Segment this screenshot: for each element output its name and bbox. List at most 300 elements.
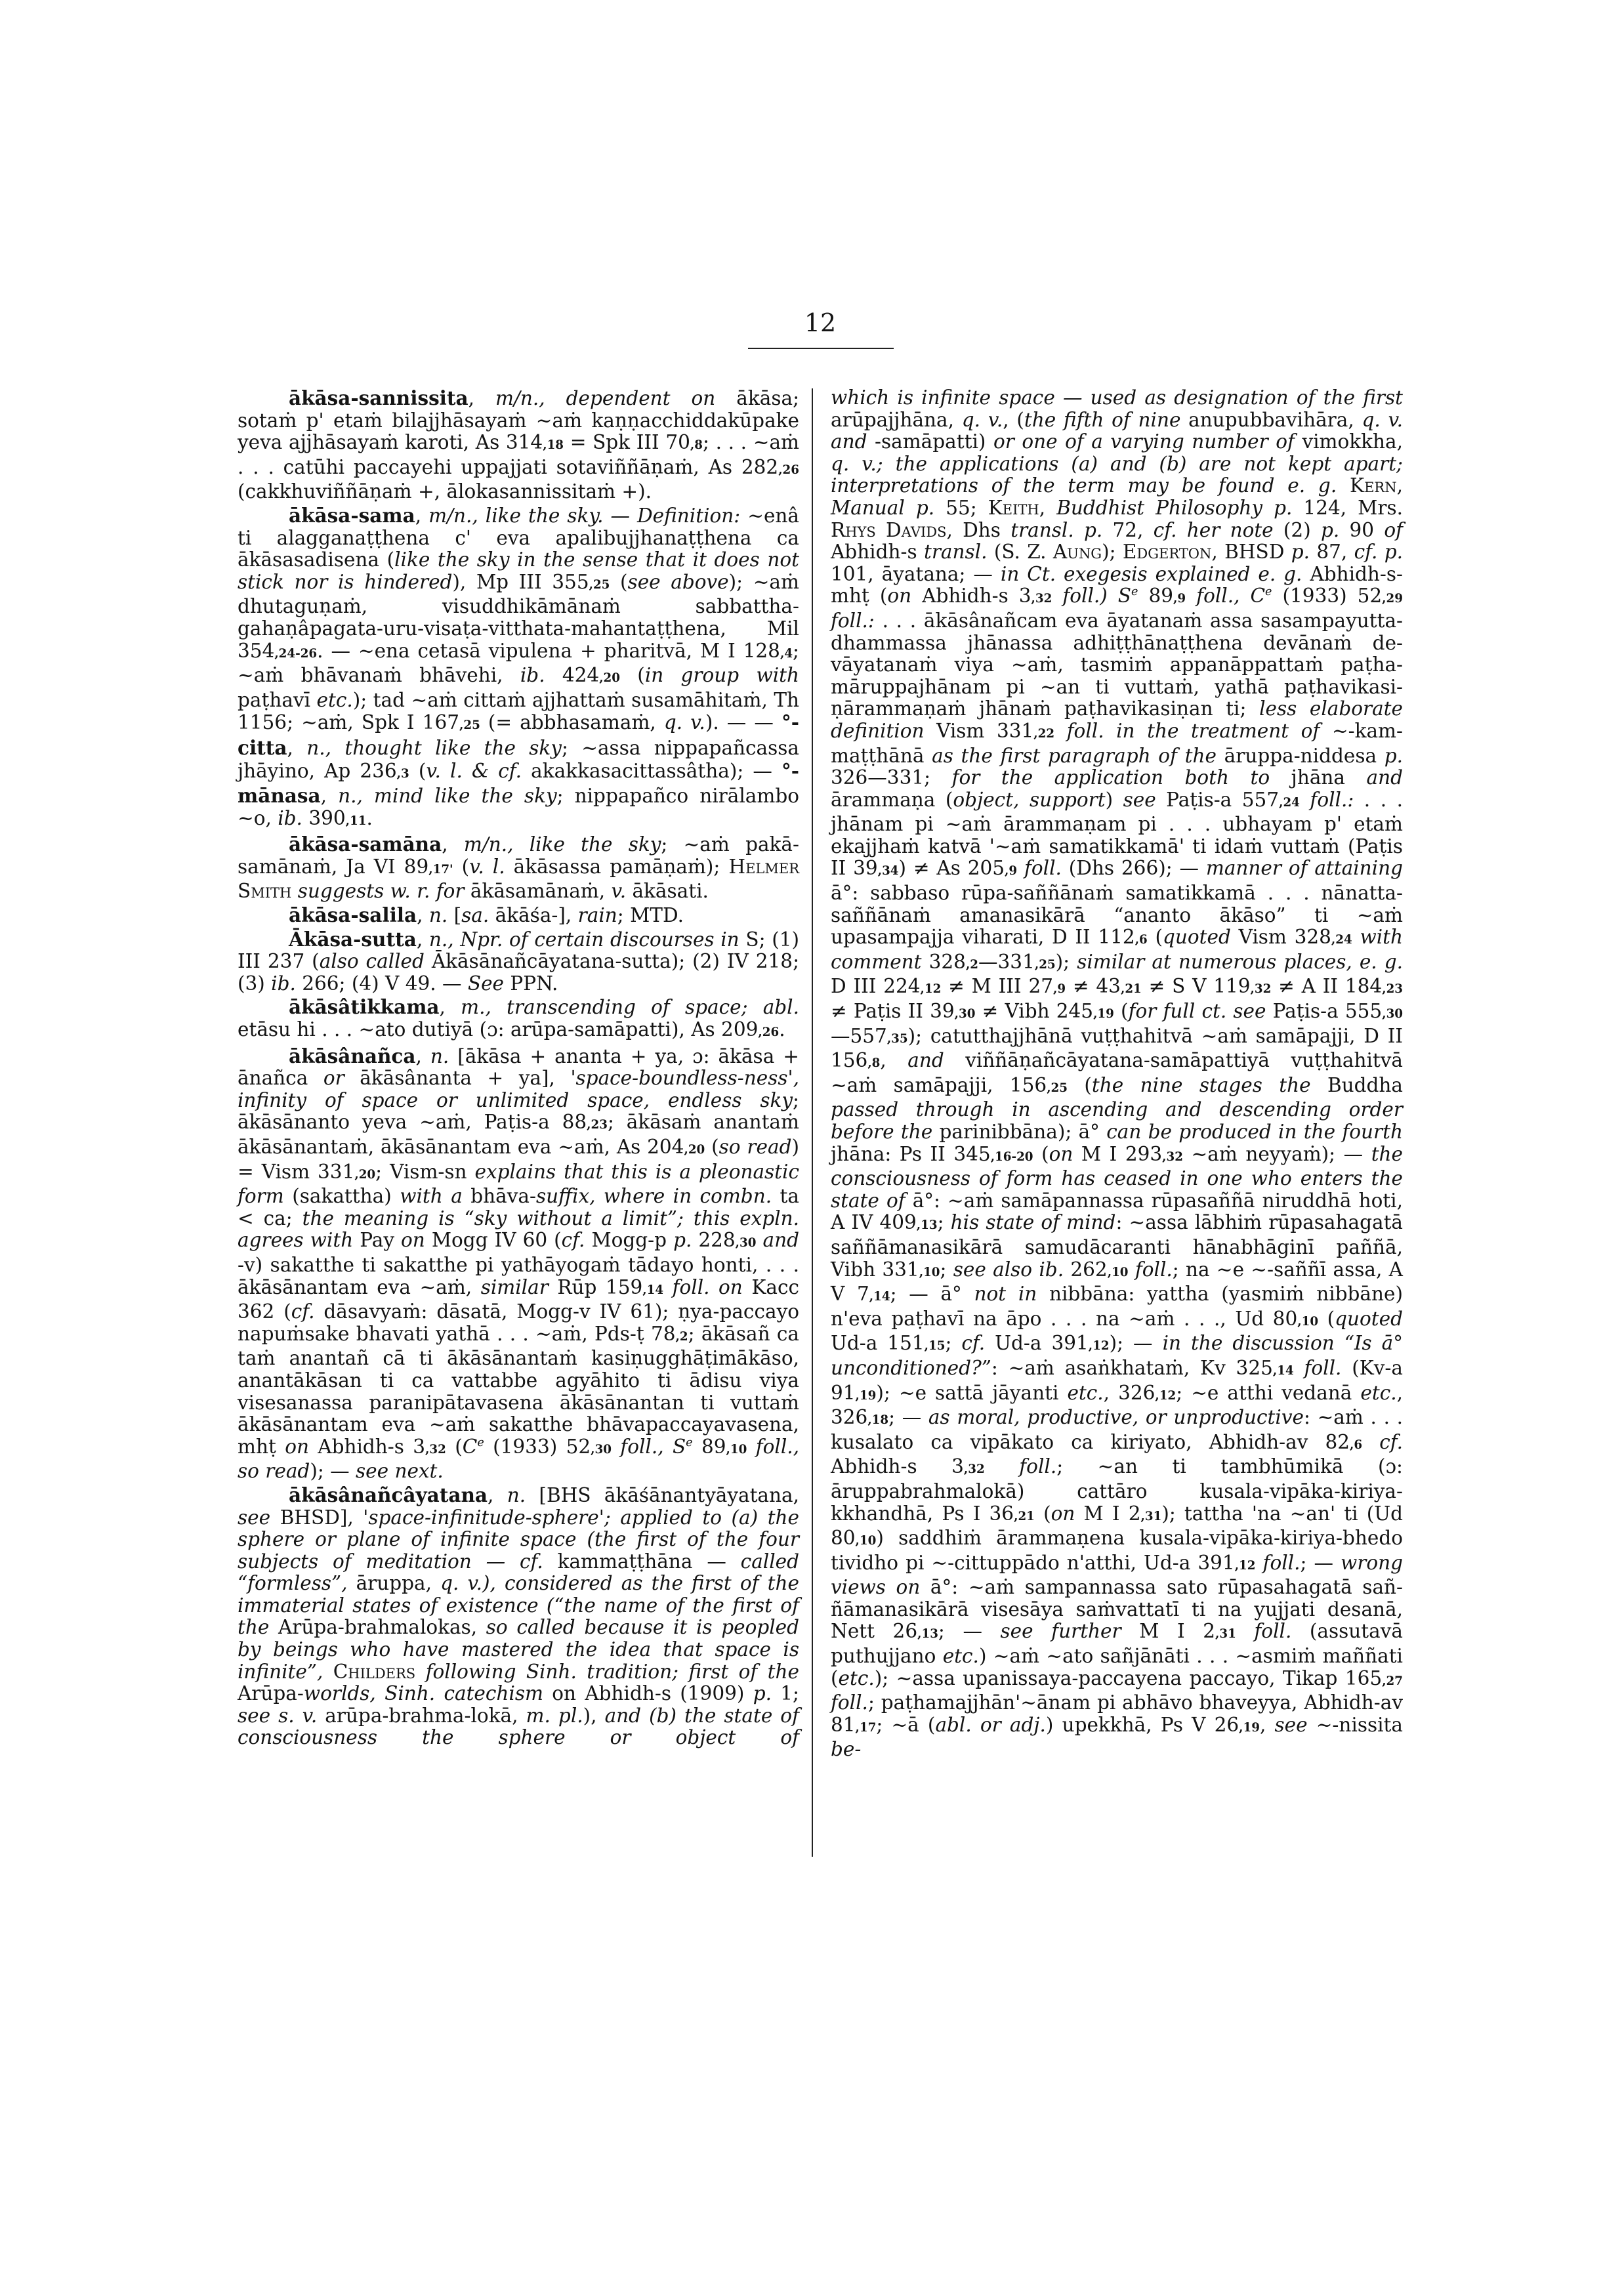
line-reference: ,10	[1297, 1314, 1319, 1329]
italic-text: foll.	[1135, 1258, 1173, 1281]
entry-text: Vism 328	[1230, 926, 1331, 949]
entry-text: ~-nissita	[1307, 1713, 1403, 1736]
entry-text: ,	[468, 387, 495, 409]
entry-text: ); ~assa upanissaya-paccayena paccayo, Tikap 165	[874, 1666, 1383, 1689]
entry-text: ; nippapañco nirālambo ~o,	[238, 785, 799, 829]
entry-text: (sakattha)	[283, 1185, 400, 1208]
entry-text: Abhidh-s 3	[831, 1455, 964, 1478]
entry-text: Abhidh-s-mhṭ (	[831, 562, 1403, 608]
headword: °-mānasa	[238, 758, 799, 808]
entry-text: ,	[287, 736, 307, 759]
entry-text	[612, 1436, 620, 1458]
entry-text: -samāpatti)	[867, 430, 993, 453]
entry-text: etāsu hi . . . ~ato dutiyā (ɔ: arūpa-samāpatti), As 209	[238, 1018, 759, 1041]
entry-text: . . . ākāsânañcam eva āyatanaṁ assa sasampayuttadhammassa jhānassa adhiṭṭhānaṭṭhena devānaṁ devāyatanaṁ viya ~aṁ, tasmiṁ appanāppattaṁ paṭhamāruppajhānam pi ~an ti vuttaṁ, yathā paṭhavikasiṇārammaṇaṁ jhānaṁ paṭhavikasiṇan ti;	[831, 609, 1403, 720]
page-number-rule	[748, 348, 894, 349]
italic-text: and	[1366, 766, 1403, 789]
entry-text	[747, 1436, 755, 1458]
italic-text: with comment	[831, 926, 1403, 973]
entry-text: Pay	[353, 1229, 402, 1252]
italic-text: can be produced in the fourth	[1106, 1121, 1403, 1143]
line-reference: ,19	[855, 1388, 877, 1403]
line-reference: ,13	[917, 1627, 938, 1642]
line-reference: ,26	[758, 1025, 780, 1040]
line-reference: ,18	[543, 438, 564, 453]
italic-text: his state of mind	[950, 1211, 1116, 1234]
entry-text: 266; (4) V 49. —	[295, 972, 468, 995]
entry-text: ;	[945, 1332, 962, 1355]
entry-text: 424	[545, 664, 600, 687]
entry-text: ,	[417, 904, 429, 927]
italic-text: foll.:	[831, 609, 875, 632]
entry-text: ); —	[1109, 1332, 1163, 1355]
line-reference: ,12	[920, 982, 942, 997]
edition-superscript: e	[1265, 585, 1272, 599]
entry-text: āruppa-niddesa	[1216, 744, 1385, 767]
italic-text: See	[467, 972, 505, 995]
entry-text: Ākāsānañcāyatana-sutta); (2) IV 218; (3)	[238, 950, 800, 995]
italic-text: v.	[611, 880, 627, 903]
entry-text: ;	[937, 1211, 951, 1234]
line-reference: ,29	[1382, 592, 1403, 606]
entry-text	[1129, 1258, 1135, 1281]
entry-text: akakkasacittassâtha); —	[522, 759, 781, 782]
entry-text: ā°: ~aṁ sampannassa sato rūpasahagatā saññāmanasikārā visesāya saṁvattatī ti na yujjati desanā, Nett 26	[831, 1576, 1403, 1643]
entry-text: ; ~an ti tambhūmikā (ɔ: āruppabrahmalokā) cattāro kusala-vipāka-kiriya-kkhandhā, Ps I 36	[831, 1455, 1403, 1525]
entry-text: ), Mp III 355	[452, 570, 589, 593]
entry-text: ; ākāsañ ca taṁ anantañ cā ti ākāsānantaṁ kasiṇugghāṭimākāso, anantākāsan ti ca vattabbe agyāhito ti ādisu viya visesanassa paranipātavasena ākāsānantan ti vuttaṁ ākāsānantam eva ~aṁ sakatthe bhāvapaccayavasena, mhṭ	[238, 1322, 799, 1458]
entry-text: (	[453, 855, 470, 878]
italic-text: quoted	[1335, 1307, 1403, 1330]
headword: ākāsa-samāna	[289, 833, 442, 856]
italic-text: see	[238, 1506, 271, 1529]
headword: ākāsa-sannissita	[289, 386, 468, 409]
italic-text: q. v.	[663, 711, 705, 734]
italic-text: v. l. & cf.	[426, 759, 522, 782]
italic-text: be-	[831, 1738, 862, 1761]
entry-text: ≠ A II 184	[1271, 975, 1383, 998]
entry-text: ≠ 43	[1066, 975, 1121, 998]
line-reference: ,13	[916, 1218, 938, 1233]
line-reference: ,25	[1034, 957, 1056, 972]
line-reference: ,32	[425, 1442, 446, 1457]
entry-text: 87,	[1310, 541, 1354, 564]
entry-text: ,	[415, 504, 429, 527]
italic-text: worlds, Sinh. catechism	[303, 1682, 543, 1705]
entry-text: ); —	[310, 1460, 356, 1483]
entry-text: ~aṁ neyyaṁ); —	[1182, 1142, 1371, 1165]
italic-text: n., Npr. of certain discourses in	[428, 928, 739, 951]
entry-text: āruppa,	[347, 1572, 441, 1595]
line-reference: ,27	[1382, 1674, 1403, 1688]
italic-text: passed through in ascending and descending order before the	[831, 1098, 1403, 1143]
entry-text: (	[1033, 1142, 1049, 1165]
italic-text: foll.	[1254, 1620, 1292, 1643]
line-reference: ,25	[1047, 1081, 1068, 1095]
italic-text: manner of attaining	[1205, 857, 1403, 880]
italic-text: similar	[480, 1275, 549, 1298]
entry-text: Kacc 362 (	[238, 1275, 799, 1323]
italic-text: on	[1051, 1502, 1075, 1525]
headword: ākāsa-salila	[289, 903, 417, 927]
line-reference: ,30	[954, 1007, 976, 1022]
entry-text: (	[1318, 1307, 1335, 1330]
italic-text: foll.	[831, 1691, 868, 1714]
line-reference: ,32	[963, 1462, 985, 1477]
entry-text: ); tad ~aṁ cittaṁ ajjhattaṁ susamāhitaṁ, Th 1156; ~aṁ, Spk I 167	[238, 688, 799, 734]
entry-text: 89	[1138, 585, 1174, 608]
entry-text: Vism 331	[924, 719, 1034, 742]
entry-text: ; ~ā (	[876, 1713, 936, 1736]
line-reference: ,8	[867, 1056, 881, 1071]
entry-text: . . . jhānam pi ~aṁ ārammaṇam pi . . . ubhayam p' etaṁ ekajjhaṁ katvā '~aṁ samatikkamā' ti idaṁ vuttaṁ (Paṭis II 39	[831, 788, 1403, 880]
headword: °-citta	[238, 711, 799, 759]
entry-text: ); ~e sattā jāyanti	[876, 1381, 1068, 1404]
entry-text	[1052, 585, 1062, 607]
italic-text: p.	[1384, 744, 1404, 767]
entry-text: Arūpa-	[238, 1682, 304, 1705]
italic-text: n.	[507, 1483, 526, 1506]
italic-text: called “formless”,	[238, 1550, 799, 1595]
entry-text: arūpajjhāna,	[831, 408, 962, 431]
entry-text: ; ākāsaṁ anantaṁ ākāsānantaṁ, ākāsānantam eva ~aṁ, As 204	[238, 1111, 799, 1158]
italic-text: see next.	[356, 1460, 444, 1483]
italic-text: foll.:	[1310, 788, 1354, 811]
entry-text: ,	[1039, 496, 1057, 519]
entry-text: ~-kammaṭṭhānā	[831, 719, 1403, 767]
entry-text: Abhidh-s 3	[308, 1435, 426, 1458]
italic-text: as the first paragraph of the	[932, 744, 1217, 767]
line-reference: ,12	[1234, 1558, 1256, 1573]
italic-text: or one of a varying number of	[993, 430, 1295, 453]
entry-text: ; . . . ~aṁ . . . catūhi paccayehi uppajjati sotaviññāṇaṁ, As 282	[238, 431, 799, 478]
entry-text: -v) sakatthe ti sakatthe pi yathāyogaṁ tādayo honti, . . . ākāsānantam eva ~aṁ,	[238, 1253, 799, 1298]
entry-text: Rūp 159	[548, 1275, 643, 1298]
italic-text: v. l.	[469, 855, 505, 878]
author-name: Helmer Smith	[238, 855, 800, 903]
entry-text: , Dhs	[946, 518, 1011, 541]
entry-text: Mogg IV 60 (	[425, 1229, 562, 1252]
entry-text: anupubbavihāra,	[1180, 408, 1362, 431]
entry-text: (Dhs 266); —	[1061, 857, 1206, 880]
dictionary-entry	[238, 1484, 799, 1749]
italic-text: q. v.; the applications (a) and (b) are not kept apart; interpretations of the term may be found e. g.	[831, 452, 1403, 497]
entry-text: 1;	[771, 1682, 799, 1705]
italic-text: ib.	[278, 806, 302, 829]
italic-text: or	[323, 1067, 344, 1090]
line-reference: ,4	[780, 646, 793, 661]
italic-text: see s. v.	[238, 1704, 318, 1727]
entry-text: , 326	[831, 1381, 1404, 1429]
line-reference: ,6	[1135, 933, 1148, 947]
edition-superscript: e	[477, 1436, 484, 1449]
italic-text: p.	[1291, 541, 1310, 564]
entry-text: ),	[583, 1704, 605, 1727]
entry-text: —331	[978, 950, 1035, 973]
dictionary-entry	[238, 904, 799, 927]
italic-text: wrong views on	[831, 1551, 1403, 1599]
entry-text: —557	[831, 1024, 887, 1047]
italic-text: m/n., dependent on	[495, 387, 716, 409]
column-divider	[812, 388, 813, 1857]
italic-text: the meaning is “sky without a limit”; this expln. agrees with	[238, 1207, 799, 1252]
line-reference: ,8	[690, 438, 703, 453]
italic-text: etc.	[1067, 1381, 1104, 1404]
italic-text: q. v.	[961, 408, 1003, 431]
line-reference: ,16-20	[990, 1149, 1033, 1164]
entry-text: viññāṇañcāyatana-samāpattiyā vuṭṭhahitvā ~aṁ samāpajji, 156	[831, 1049, 1403, 1096]
headword: ākāsâtikkama	[289, 995, 440, 1019]
italic-text: foll.	[1304, 1356, 1342, 1379]
italic-text: the fifth of nine	[1024, 408, 1181, 431]
entry-text: ) saddhiṁ ārammaṇena kusala-vipāka-kiriya-bhedo tividho pi ~-cittuppādo n'atthi, Ud-a 391	[831, 1527, 1403, 1574]
italic-text: foll., C	[1196, 585, 1266, 608]
entry-text	[663, 1276, 673, 1298]
entry-text: 55;	[934, 496, 988, 519]
entry-text: [BHS ākāśānantyāyatana,	[526, 1483, 799, 1506]
entry-text: (	[1034, 1502, 1051, 1525]
line-reference: ,14	[869, 1290, 890, 1304]
line-reference: ,32	[1250, 982, 1272, 997]
italic-text: see also ib.	[953, 1258, 1064, 1281]
italic-text: so read	[718, 1136, 792, 1158]
entry-text: (	[620, 664, 645, 687]
italic-text: m. pl.	[526, 1704, 583, 1727]
italic-text: cf.	[1379, 1430, 1403, 1453]
italic-text: suggests w. r. for	[297, 880, 465, 903]
entry-text: nibbāna: yattha (yasmiṁ nibbāne) n'eva paṭhavī na āpo . . . na ~aṁ . . ., Ud 80	[831, 1283, 1403, 1330]
italic-text: Manual p.	[831, 496, 935, 519]
entry-text: : ~aṁ . . . kusalato ca vipākato ca kiriyato, Abhidh-av 82	[831, 1406, 1403, 1453]
entry-text: 262	[1064, 1258, 1108, 1281]
entry-text: (Kv-a 91	[831, 1356, 1403, 1404]
line-reference: ,10	[855, 1534, 877, 1548]
entry-text: ; ~e atthi vedanā	[1176, 1381, 1361, 1404]
line-reference: ,14	[1272, 1363, 1294, 1378]
entry-text: dāsavyaṁ: dāsatā, Mogg-v IV 61); ṇya-paccayo napuṁsake bhavati yathā . . . ~aṁ, Pds-ṭ 78	[238, 1300, 799, 1345]
italic-text: m/n., like the sky	[463, 833, 661, 856]
italic-text: with a	[400, 1185, 463, 1208]
entry-text: ≠ Paṭis II 39	[831, 1000, 955, 1023]
entry-text: )	[1105, 788, 1123, 811]
entry-text: Ud-a 391	[985, 1332, 1089, 1355]
line-reference: ,2	[965, 957, 979, 972]
entry-text: ; ~aṁ pakāsamānaṁ, Ja VI 89	[238, 833, 799, 878]
entry-text: ; ~assa nippapañcassa jhāyino, Ap 236	[238, 736, 800, 782]
entry-text: ; ~aṁ bhāvanaṁ bhāvehi,	[238, 639, 799, 687]
entry-text: ,	[416, 928, 429, 951]
entry-text: on Abhidh-s (1909)	[543, 1682, 753, 1705]
italic-text: m., transcending of space; abl.	[461, 996, 799, 1019]
line-reference: ,20	[354, 1167, 376, 1182]
entry-text: ta < ca;	[238, 1185, 799, 1230]
italic-text: etc.	[838, 1666, 875, 1689]
entry-text: D III 224	[831, 975, 921, 998]
italic-text: and	[762, 1229, 799, 1252]
italic-text: transl.	[923, 541, 988, 564]
entry-text: jhāna	[1270, 766, 1367, 789]
italic-text: see further	[1000, 1620, 1121, 1643]
italic-text: rain	[577, 904, 617, 927]
line-reference: ,21	[1120, 982, 1142, 997]
entry-text: Paṭis-a 555	[1266, 1000, 1383, 1023]
entry-text: ) ~aṁ ~ato sañjānāti . . . ~asmiṁ maññati (	[831, 1645, 1403, 1689]
entry-text	[985, 1455, 1020, 1478]
page-number: 12	[804, 308, 837, 337]
entry-text	[1337, 474, 1350, 497]
italic-text: 'space-infinitude-sphere'; applied to (a) the sphere or plane of infinite space (the first of the four subjects of meditation — cf.	[238, 1506, 800, 1573]
italic-text: also called	[319, 950, 425, 973]
line-reference: ,10	[1107, 1265, 1129, 1279]
italic-text: abl. or adj.	[935, 1713, 1046, 1736]
italic-text: q. v. and	[831, 408, 1404, 453]
right-column	[831, 387, 1403, 1762]
entry-text: ); catutthajjhānā vuṭṭhahitvā ~aṁ samāpajji, D II 156	[831, 1024, 1403, 1072]
dictionary-entry	[238, 505, 799, 832]
entry-text: ,	[1396, 474, 1403, 497]
entry-text: (1933) 52	[484, 1435, 591, 1458]
entry-text: ākāsati.	[626, 880, 709, 903]
entry-text: Paṭis-a 557	[1156, 788, 1280, 811]
entry-text: ākāsa; sotaṁ p' etaṁ bilajjhāsayaṁ ~aṁ kaṇṇacchiddakūpake yeva ajjhāsayaṁ karoti, As 314	[238, 387, 800, 454]
entry-text: (2)	[1273, 518, 1321, 541]
entry-text: ārammaṇa (	[831, 788, 953, 811]
line-reference: ,11	[345, 814, 367, 828]
italic-text: of	[1384, 518, 1403, 541]
entry-text	[1300, 789, 1310, 811]
author-name: Keith	[988, 496, 1039, 519]
italic-text: in group with	[644, 664, 800, 687]
italic-text: n., mind like the sky	[338, 785, 557, 808]
entry-text: , (	[1003, 408, 1024, 431]
entry-text: M I 293	[1073, 1142, 1163, 1165]
dictionary-entry	[238, 996, 799, 1043]
entry-text: 101, āyatana; —	[831, 562, 1001, 585]
entry-text: ); ~aṁ dhutaguṇaṁ, visuddhikāmānaṁ sabbatthagahaṇâpagata-uru-visaṭa-vitthata-mahantaṭṭhena, Mil 354	[238, 570, 799, 662]
edition-superscript: e	[686, 1436, 693, 1449]
italic-text: ib.	[271, 972, 296, 995]
line-reference: ,35	[886, 1031, 908, 1046]
headword: ākāsânañca	[289, 1044, 416, 1067]
entry-text: (	[1147, 926, 1163, 949]
line-reference: ,22	[1033, 726, 1055, 741]
entry-text: );	[1055, 950, 1077, 973]
entry-text: : ~assa lābhiṁ rūpasahagatā saññāmanasikārā samudācaranti hānabhāginī paññā, Vibh 331	[831, 1211, 1404, 1281]
entry-text: . — ~ena cetasā vipulena + pharitvā, M I 128	[317, 639, 780, 662]
italic-text: in the discussion “Is ā° unconditioned?”	[831, 1332, 1404, 1379]
entry-text: ) ≠ As 205	[898, 857, 1005, 880]
line-reference: ,15	[924, 1339, 946, 1354]
italic-text: explains that this is a pleonastic form	[238, 1160, 799, 1208]
entry-text: (	[705, 1136, 719, 1158]
entry-text	[415, 1661, 425, 1683]
entry-text: ,	[320, 785, 339, 808]
entry-text: );	[1102, 541, 1123, 564]
entry-text: kammaṭṭhāna —	[543, 1550, 741, 1573]
line-reference: ,12	[1088, 1339, 1110, 1354]
entry-text: [	[448, 904, 462, 927]
entry-text: ākāsassa pamāṇaṁ);	[505, 855, 729, 878]
line-reference: ,30	[735, 1236, 757, 1251]
italic-text: ib.	[520, 664, 545, 687]
line-reference: ,24-26	[274, 646, 318, 661]
line-reference: ,20	[684, 1143, 705, 1157]
entry-text: ) = Vism 331	[238, 1136, 799, 1183]
line-reference: ,23	[587, 1118, 608, 1132]
entry-text: ,	[439, 996, 461, 1019]
italic-text: which is infinite space — used as designation of the first	[831, 386, 1403, 409]
line-reference: ,23	[1382, 982, 1404, 997]
entry-text: ); tattha 'na ~an' ti (Ud 80	[831, 1502, 1403, 1550]
italic-text: 'space-boundless-ness', infinity of space or unlimited space, endless sky	[238, 1067, 799, 1111]
italic-text: foll., so read	[238, 1435, 800, 1483]
entry-text: 124, Mrs.	[1292, 496, 1404, 519]
entry-text: ;	[940, 1258, 953, 1281]
entry-text: ). — —	[705, 711, 781, 734]
entry-text: S; (1) III 237 (	[238, 928, 799, 973]
line-reference: ,31	[1215, 1627, 1236, 1642]
italic-text: see above	[627, 570, 729, 593]
italic-text: see	[1274, 1713, 1308, 1736]
italic-text: foll.	[1262, 1551, 1301, 1574]
author-name: Childers	[333, 1660, 416, 1683]
line-reference: ,32	[1031, 592, 1052, 606]
entry-text: ākāsamānaṁ,	[464, 880, 612, 903]
italic-text: cf. p.	[1354, 541, 1403, 564]
line-reference: ,17'	[428, 862, 453, 877]
italic-text: like the sky in the sense that it does not stick nor is hindered	[238, 548, 799, 593]
line-reference: ,3	[396, 766, 409, 781]
italic-text: suffix, where in combn.	[535, 1185, 772, 1208]
entry-text: ; —	[888, 1406, 928, 1429]
entry-text: Abhidh-s	[831, 541, 924, 564]
line-reference: ,24	[1331, 933, 1352, 947]
line-reference: ,24	[1279, 795, 1300, 810]
entry-text	[1054, 720, 1067, 742]
dictionary-entry	[238, 1045, 799, 1483]
line-reference: ,30	[1382, 1007, 1404, 1022]
entry-text: (	[409, 759, 427, 782]
entry-text	[1294, 1357, 1304, 1379]
italic-text: etc.	[316, 688, 353, 711]
italic-text: following Sinh. tradition; first of the	[425, 1660, 799, 1683]
entry-text: ,	[442, 833, 464, 856]
entry-text: arūpa-brahma-lokā,	[317, 1704, 526, 1727]
entry-text: .	[366, 806, 373, 829]
entry-text	[323, 1661, 333, 1683]
entry-text: Mogg-p	[585, 1229, 674, 1252]
entry-text	[1362, 1431, 1379, 1453]
entry-text: 89	[692, 1435, 726, 1458]
italic-text: see	[1123, 788, 1156, 811]
entry-text: ; —	[1300, 1551, 1341, 1574]
entry-text	[1236, 1620, 1255, 1642]
line-reference: ,6	[1350, 1437, 1363, 1452]
italic-text: and (b) the state of consciousness the sphere or object of	[238, 1704, 799, 1749]
italic-text: quoted	[1163, 926, 1231, 949]
entry-text: .	[779, 1018, 785, 1041]
entry-text: jhāna: Ps II 345	[831, 1142, 991, 1165]
italic-text: for the application both to	[951, 766, 1270, 789]
entry-text	[756, 1229, 762, 1251]
italic-text: not in	[974, 1283, 1037, 1306]
dictionary-entry	[238, 833, 799, 903]
line-reference: ,9	[1052, 982, 1066, 997]
italic-text: foll.	[1024, 857, 1062, 880]
italic-text: foll.	[1019, 1455, 1057, 1478]
entry-text	[1017, 857, 1024, 879]
italic-text: q. v.), considered as the first of the immaterial states of existence (“the name of the first of the	[238, 1572, 799, 1639]
